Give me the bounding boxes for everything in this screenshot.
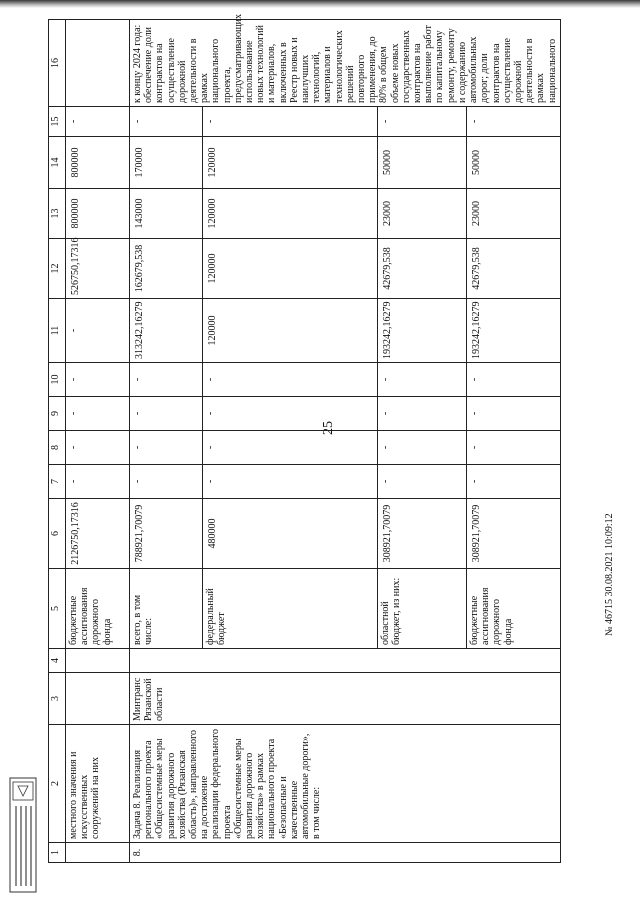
table-cell: - xyxy=(467,431,561,465)
table-cell: - xyxy=(202,363,377,397)
document-footer xyxy=(604,513,615,636)
table-cell: - xyxy=(377,397,466,431)
table-cell: - xyxy=(130,107,203,137)
table-cell: - xyxy=(66,465,130,499)
table-cell: федеральный бюджет xyxy=(202,569,377,649)
table-cell: - xyxy=(202,397,377,431)
table-cell: - xyxy=(66,431,130,465)
table-cell: 313242,16279 xyxy=(130,299,203,363)
table-cell: 193242,16279 xyxy=(377,299,466,363)
table-cell: - xyxy=(130,397,203,431)
document-number: № 46715 xyxy=(604,598,615,636)
budget-table xyxy=(48,13,561,863)
table-row-continuation xyxy=(66,20,130,863)
header-cell: 9 xyxy=(49,397,66,431)
table-cell: 50000 xyxy=(467,137,561,189)
table-cell: - xyxy=(377,431,466,465)
header-cell: 6 xyxy=(49,499,66,569)
table-cell: - xyxy=(467,465,561,499)
header-cell: 2 xyxy=(49,725,66,843)
page-number: 25 xyxy=(321,421,336,435)
table-cell: 193242,16279 xyxy=(467,299,561,363)
table-cell: 162679,538 xyxy=(130,239,203,299)
table-cell: областной бюджет, из них: xyxy=(377,569,466,649)
table-cell: бюджетные ассигнования дорожного фонда xyxy=(66,569,130,649)
table-cell: - xyxy=(66,299,130,363)
header-cell: 15 xyxy=(49,107,66,137)
table-cell: бюджетные ассигнования дорожного фонда xyxy=(467,569,561,649)
table-cell: - xyxy=(467,107,561,137)
header-cell: 7 xyxy=(49,465,66,499)
table-cell: - xyxy=(467,397,561,431)
table-cell xyxy=(66,20,130,107)
header-cell: 3 xyxy=(49,673,66,725)
table-row-task8 xyxy=(130,20,203,863)
header-cell: 8 xyxy=(49,431,66,465)
table-cell: - xyxy=(130,363,203,397)
table-cell: 120000 xyxy=(202,239,377,299)
table-cell: 23000 xyxy=(377,189,466,239)
scan-edge xyxy=(0,0,640,8)
table-cell: 120000 xyxy=(202,137,377,189)
table-cell: 800000 xyxy=(66,189,130,239)
table-cell: - xyxy=(66,397,130,431)
table-cell: - xyxy=(66,363,130,397)
rotated-table-container xyxy=(48,13,603,863)
table-cell: 120000 xyxy=(202,299,377,363)
document-stamp-icon xyxy=(8,776,38,894)
table-cell: 800000 xyxy=(66,137,130,189)
table-cell: - xyxy=(377,363,466,397)
table-cell xyxy=(66,843,130,863)
table-cell: 50000 xyxy=(377,137,466,189)
header-cell: 1 xyxy=(49,843,66,863)
document-datetime: 30.08.2021 10:09:12 xyxy=(604,513,615,597)
table-cell: 526750,17316 xyxy=(66,239,130,299)
header-cell: 14 xyxy=(49,137,66,189)
table-cell: - xyxy=(130,465,203,499)
table-cell: - xyxy=(66,107,130,137)
table-cell: Минтранс Рязанской области xyxy=(130,673,561,725)
header-cell: 13 xyxy=(49,189,66,239)
header-row xyxy=(49,20,66,863)
header-cell: 12 xyxy=(49,239,66,299)
table-cell: 480000 xyxy=(202,499,377,569)
header-cell: 10 xyxy=(49,363,66,397)
table-cell: 8. xyxy=(130,843,561,863)
table-cell: - xyxy=(202,465,377,499)
table-cell: 308921,70079 xyxy=(377,499,466,569)
table-cell: 120000 xyxy=(202,189,377,239)
table-cell: 170000 xyxy=(130,137,203,189)
table-cell: 143000 xyxy=(130,189,203,239)
table-cell: - xyxy=(130,431,203,465)
table-cell: всего, в том числе: xyxy=(130,569,203,649)
table-cell xyxy=(130,649,561,673)
table-cell: 788921,70079 xyxy=(130,499,203,569)
header-cell: 5 xyxy=(49,569,66,649)
header-cell: 4 xyxy=(49,649,66,673)
table-cell: Задача 8. Реализация регионального проекта «Общесистемные меры развития дорожного хозяйства (Рязанская область)», направленного на достижение реализации федерального проекта «Общесистемные меры развития дорожного хозяйства» в рамках национального проекта «Безопасные и качественные автомобильные дороги», в том числе: xyxy=(130,725,561,843)
table-cell: 2126750,17316 xyxy=(66,499,130,569)
table-cell: - xyxy=(377,465,466,499)
table-cell: 23000 xyxy=(467,189,561,239)
table-cell: - xyxy=(202,107,377,137)
table-cell: - xyxy=(377,107,466,137)
table-cell: к концу 2024 года: обеспечение доли контрактов на осуществление дорожной деятельности в рамках национального проекта, предусматривающих использование новых технологий и материалов, включенных в Реестр новых и наилучших технологий, материалов и технологических решений повторного применения, до 80% в общем объеме новых государственных контрактов на выполнение работ по капитальному ремонту, ремонту и содержанию автомобильных дорог; доли контрактов на осуществление дорожной деятельности в рамках национального xyxy=(130,20,561,107)
header-cell: 16 xyxy=(49,20,66,107)
table-cell xyxy=(66,649,130,673)
table-cell: 42679,538 xyxy=(467,239,561,299)
table-cell: местного значения и искусственных сооружений на них xyxy=(66,725,130,843)
table-cell xyxy=(66,673,130,725)
table-cell: - xyxy=(467,363,561,397)
table-cell: 42679,538 xyxy=(377,239,466,299)
table-cell: - xyxy=(202,431,377,465)
header-cell: 11 xyxy=(49,299,66,363)
table-cell: 308921,70079 xyxy=(467,499,561,569)
